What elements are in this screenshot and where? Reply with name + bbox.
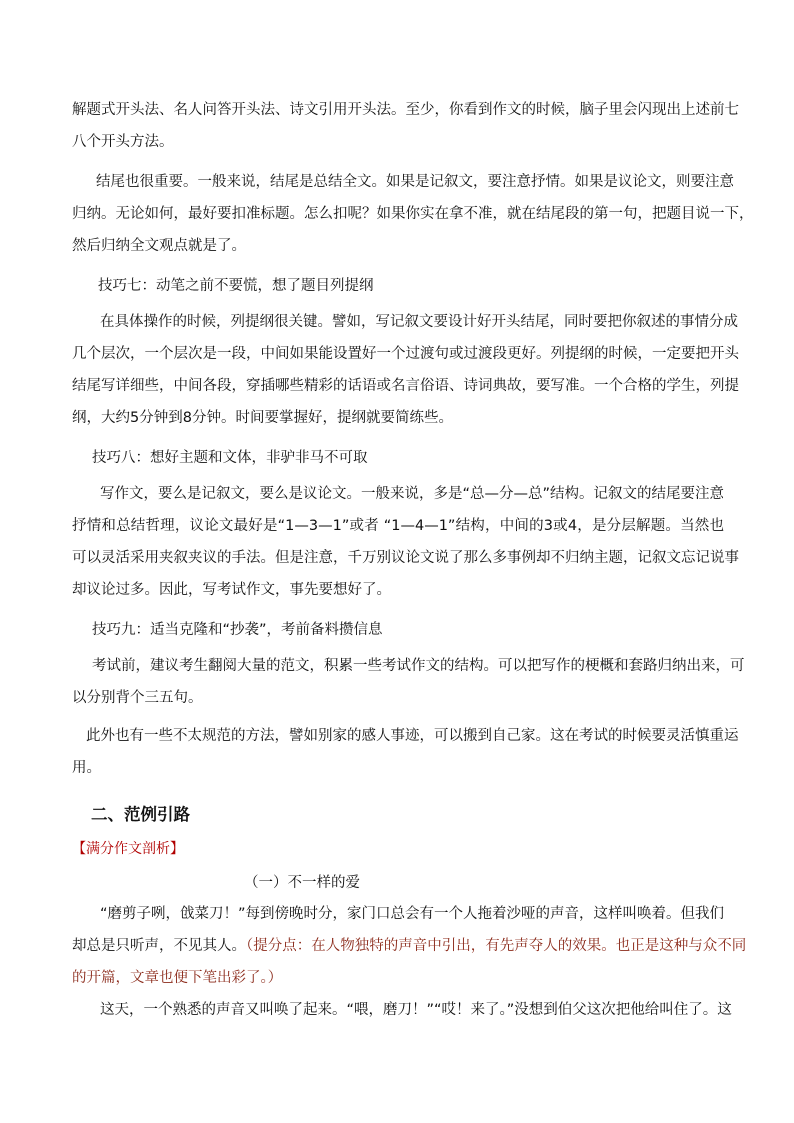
text-line: 此外也有一些不太规范的方法，譬如别家的感人事迹，可以搬到自己家。这在考试的时候要灵活慎重运 bbox=[86, 728, 739, 744]
text-line bbox=[72, 930, 747, 962]
paragraph-outline bbox=[72, 306, 739, 434]
text-line: “磨剪子咧，戗菜刀！”每到傍晚时分，家门口总会有一个人拖着沙哑的声音，这样叫唤着。但我们 bbox=[100, 906, 725, 922]
score-comment: （提分点：在人物独特的声音中引出，有先声夺人的效果。也正是这种与众不同 bbox=[246, 938, 747, 954]
text-line: 抒情和总结哲理，议论文最好是“1—3—1”或者 “1—4—1”结构，中间的3或4，是分层解题。当然也 bbox=[72, 518, 724, 534]
text-line: 可以灵活采用夹叙夹议的手法。但是注意，千万别议论文说了那么多事例却不归纳主题，记叙文忘记说事 bbox=[72, 550, 739, 566]
essay-text: 却总是只听声，不见其人。 bbox=[72, 938, 246, 954]
paragraph-other-methods bbox=[72, 720, 739, 784]
text-line: 写作文，要么是记叙文，要么是议论文。一般来说，多是“总—分—总”结构。记叙文的结尾要注意 bbox=[100, 486, 725, 502]
text-line: 结尾也很重要。一般来说，结尾是总结全文。如果是记叙文，要注意抒情。如果是议论文，则要注意 bbox=[96, 174, 734, 190]
text-line: 技巧八：想好主题和文体，非驴非马不可取 bbox=[92, 450, 368, 466]
paragraph-ending bbox=[72, 166, 754, 262]
text-line: 技巧九：适当克隆和“抄袭”，考前备料攒信息 bbox=[92, 622, 383, 638]
essay-title: （一）不一样的爱 bbox=[244, 875, 360, 891]
section-heading: 二、范例引路 bbox=[91, 805, 190, 824]
essay-paragraph-2 bbox=[72, 994, 732, 1026]
essay-paragraph-1 bbox=[72, 898, 747, 994]
text-line: 解题式开头法、名人问答开头法、诗文引用开头法。至少，你看到作文的时候，脑子里会闪现出上述前七 bbox=[72, 102, 739, 118]
score-comment: 的开篇，文章也便下笔出彩了。） bbox=[72, 970, 283, 986]
tip-seven-heading bbox=[98, 270, 750, 302]
text-line: 然后归纳全文观点就是了。 bbox=[72, 238, 246, 254]
text-line: 用。 bbox=[72, 760, 101, 776]
text-line: 在具体操作的时候，列提纲很关键。譬如，写记叙文要设计好开头结尾，同时要把你叙述的事情分成 bbox=[100, 314, 738, 330]
section-label: 【满分作文剖析】 bbox=[72, 841, 184, 857]
text-line: 技巧七：动笔之前不要慌，想了题目列提纲 bbox=[98, 278, 374, 294]
text-line: 纲，大约5分钟到8分钟。时间要掌握好，提纲就要简练些。 bbox=[72, 410, 453, 426]
text-line: 以分别背个三五句。 bbox=[72, 690, 203, 706]
text-line: 归纳。无论如何，最好要扣准标题。怎么扣呢？如果你实在拿不准，就在结尾段的第一句，把题目说一下， bbox=[72, 206, 754, 222]
text-line: 考试前，建议考生翻阅大量的范文，积累一些考试作文的结构。可以把写作的梗概和套路归纳出来，可 bbox=[92, 658, 745, 674]
tip-eight-heading bbox=[92, 442, 744, 474]
text-line: 八个开头方法。 bbox=[72, 134, 174, 150]
text-line: 结尾写详细些，中间各段，穿插哪些精彩的话语或名言俗语、诗词典故，要写准。一个合格的学生，列提 bbox=[72, 378, 739, 394]
text-line: 却议论过多。因此，写考试作文，事先要想好了。 bbox=[72, 582, 391, 598]
paragraph-genre bbox=[72, 478, 739, 606]
text-line: 几个层次，一个层次是一段，中间如果能设置好一个过渡句或过渡段更好。列提纲的时候，一定要把开头 bbox=[72, 346, 739, 362]
paragraph-opening-methods bbox=[72, 94, 739, 158]
paragraph-preparation bbox=[72, 650, 745, 714]
text-line: 这天，一个熟悉的声音又叫唤了起来。“喂，磨刀！”“哎！来了。”没想到伯父这次把他给叫住了。这 bbox=[100, 1002, 732, 1018]
tip-nine-heading bbox=[92, 614, 744, 646]
